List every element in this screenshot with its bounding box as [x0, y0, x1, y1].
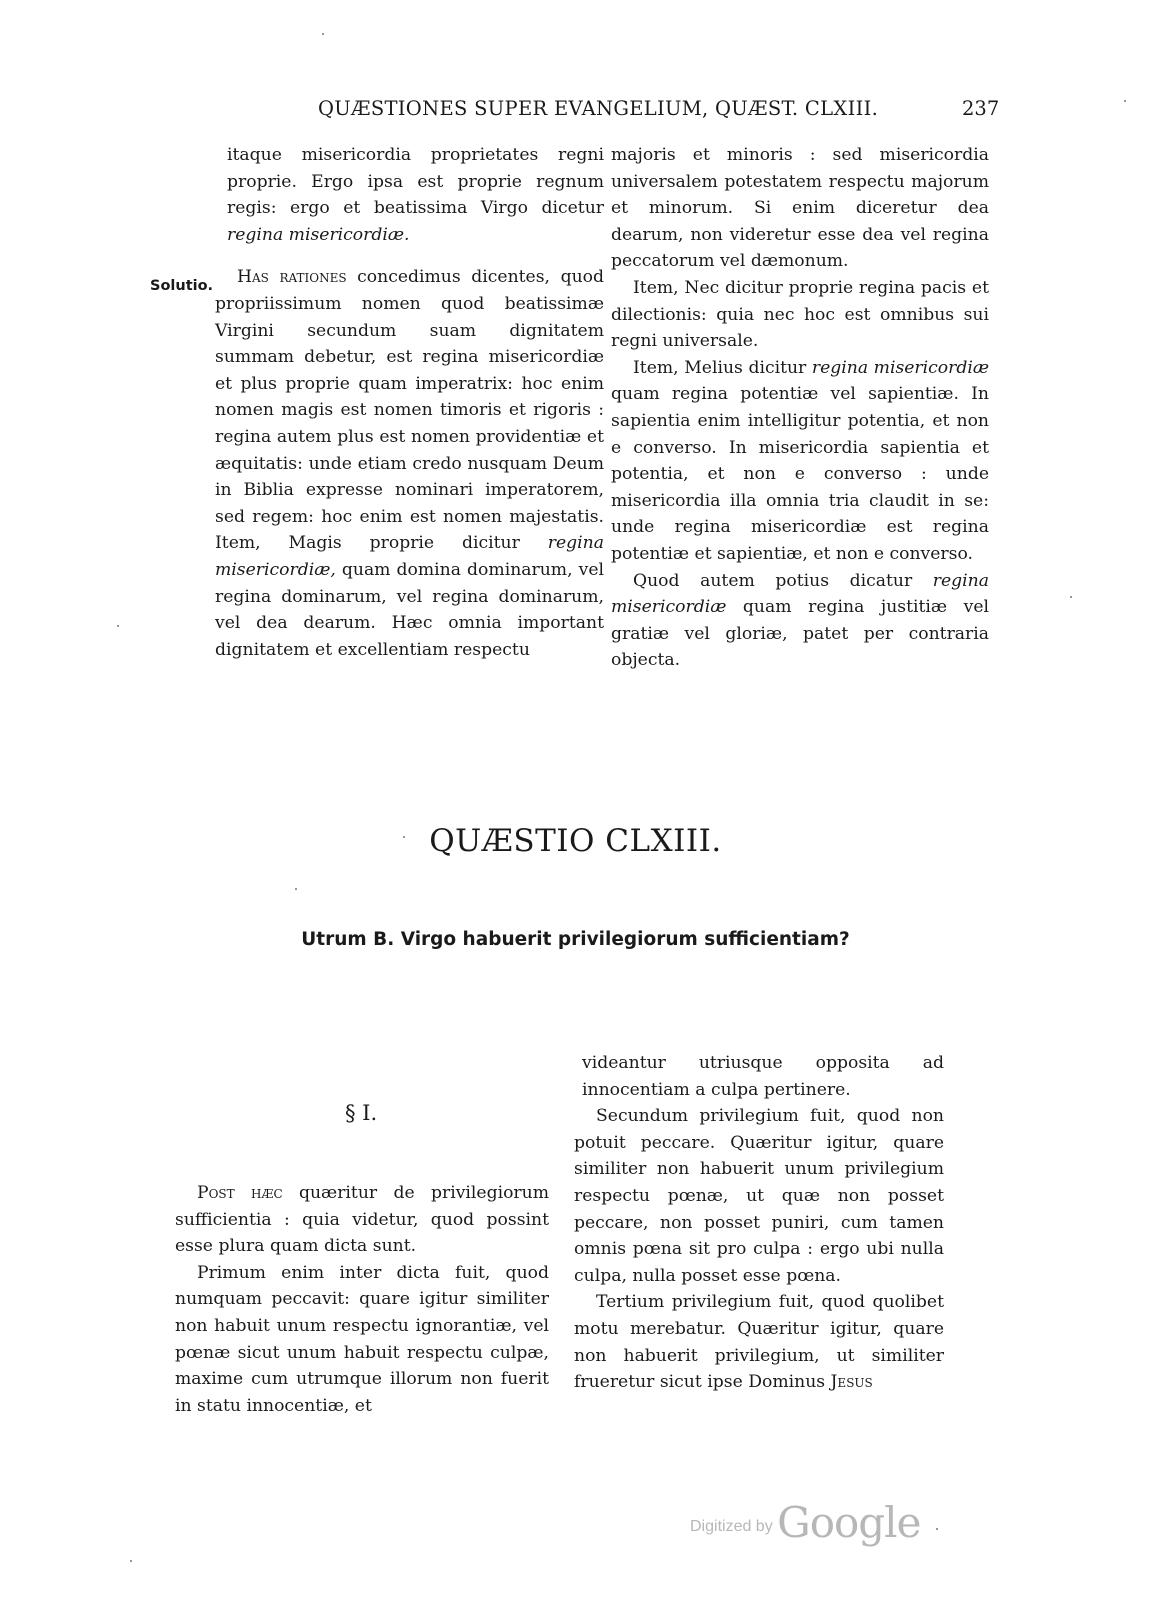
- bottom-right-column: [574, 1050, 944, 1396]
- section-heading: § I.: [345, 1101, 378, 1125]
- digitized-watermark: [690, 1498, 920, 1547]
- emphasis: regina misericordiæ: [611, 570, 989, 618]
- emphasis: regina misericordiæ,: [215, 533, 604, 580]
- text-run: quam regina justitiæ vel gratiæ vel gloriæ, patet per contraria objecta.: [611, 597, 989, 671]
- text-run: Quod autem potius dicatur: [633, 570, 933, 591]
- text-run: Item, Melius dicitur: [633, 357, 812, 378]
- bottom-right-paragraph-3: [574, 1289, 944, 1395]
- top-right-column: [611, 142, 989, 674]
- small-caps-lead: Post hæc: [197, 1183, 283, 1203]
- bottom-left-column: [175, 1180, 549, 1419]
- scan-speck: [295, 888, 297, 890]
- margin-note-solutio: Solutio.: [150, 278, 214, 294]
- scan-speck: [322, 33, 324, 35]
- scan-speck: [936, 1528, 938, 1530]
- emphasis: regina misericordiæ.: [227, 224, 410, 245]
- top-right-paragraph-2: Item, Nec dicitur proprie regina pacis et dilectionis: quia nec hoc est omnibus sui regni universale.: [611, 277, 989, 352]
- top-left-column: [215, 142, 604, 663]
- bottom-left-paragraph-1: [175, 1180, 549, 1260]
- scan-speck: [117, 625, 119, 627]
- question-subtitle: Utrum B. Virgo habuerit privilegiorum sufficientiam?: [301, 929, 850, 950]
- top-right-paragraph-3: [611, 355, 989, 568]
- text-run: concedimus dicentes, quod propriissimum nomen quod beatissimæ Virgini secundum suam dignitatem summam debetur, est regina misericordiæ et plus proprie quam imperatrix: hoc enim nomen magis est nomen timoris et rigoris : regina autem plus est nomen providentiæ et æquitatis: unde etiam credo nusquam Deum in Biblia expresse nominari imperatorem, sed regem: hoc enim est nomen majestatis. Item, Magis proprie dicitur: [215, 267, 604, 554]
- bottom-right-paragraph-1: videantur utriusque opposita ad innocentiam a culpa pertinere.: [582, 1053, 944, 1100]
- top-right-paragraph-4: [611, 568, 989, 674]
- small-caps-lead: Has rationes: [237, 267, 347, 288]
- top-right-paragraph-1: majoris et minoris : sed misericordia universalem potestatem respectu majorum et minorum. Si enim diceretur dea dearum, non videretur esse dea vel regina peccatorum vel dæmonum.: [611, 145, 989, 272]
- running-head: QUÆSTIONES SUPER EVANGELIUM, QUÆST. CLXIII.: [318, 97, 879, 120]
- page-number: 237: [962, 97, 1000, 120]
- scan-speck: [1070, 596, 1072, 598]
- question-title: QUÆSTIO CLXIII.: [429, 823, 722, 859]
- watermark-small-text: Digitized by: [690, 1518, 778, 1535]
- scan-speck: [1124, 100, 1126, 102]
- scan-speck: [130, 1560, 132, 1562]
- text-run: Tertium privilegium fuit, quod quolibet motu merebatur. Quæritur igitur, quare non habuerit privilegium, ut similiter frueretur sicut ipse Dominus: [574, 1292, 944, 1393]
- bottom-left-paragraph-2: Primum enim inter dicta fuit, quod numquam peccavit: quare igitur similiter non habuit unum respectu ignorantiæ, vel pœnæ sicut unum habuit respectu culpæ, maxime cum utrumque illorum non fuerit in statu innocentiæ, et: [175, 1262, 549, 1416]
- emphasis: regina misericordiæ: [811, 357, 989, 378]
- text-run: quam regina potentiæ vel sapientiæ. In sapientia enim intelligitur potentia, et non e converso. In misericordia sapientia et potentia, et non e converso : unde misericordia illa omnia tria claudit in se: unde regina misericordiæ est regina potentiæ et sapientiæ, et non e converso.: [611, 384, 989, 564]
- google-logo-text: Google: [777, 1498, 921, 1547]
- small-caps-name: Jesus: [830, 1372, 873, 1393]
- text-run: quæritur de privilegiorum sufficientia : quia videtur, quod possint esse plura quam dicta sunt.: [175, 1183, 550, 1257]
- text-run: quam domina dominarum, vel regina dominarum, vel regina dominarum, vel dea dearum. Hæc omnia important dignitatem et excellentiam respectu: [215, 559, 604, 660]
- text-run: itaque misericordia proprietates regni proprie. Ergo ipsa est proprie regnum regis: ergo et beatissima Virgo dicetur: [227, 145, 604, 219]
- top-left-paragraph-1: [215, 142, 604, 248]
- scan-speck: [403, 836, 405, 838]
- top-left-paragraph-2: [215, 264, 604, 663]
- bottom-right-paragraph-2: Secundum privilegium fuit, quod non potuit peccare. Quæritur igitur, quare similiter non habuerit unum privilegium respectu pœnæ, ut quæ non posset peccare, non posset puniri, cum tamen omnis pœna sit pro culpa : ergo ubi nulla culpa, nulla posset esse pœna.: [574, 1106, 944, 1286]
